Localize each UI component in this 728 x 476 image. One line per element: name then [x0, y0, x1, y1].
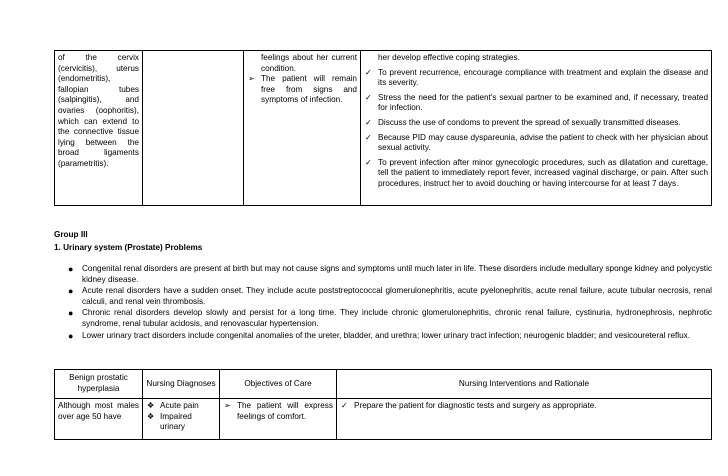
arrow-bullet-icon: ➢: [248, 74, 255, 84]
intervention-item: ✓ To prevent infection after minor gynecologic procedures, such as dilatation and curettage, tell the patient to immediately report fever, increased vaginal discharge, or pain. After such procedures, instruct her to avoid douching or having intercourse for at least 7 days.: [365, 157, 708, 188]
bullet-dot-icon: ●: [68, 308, 74, 319]
column-header: Benign prostatic hyperplasia: [55, 370, 143, 399]
intervention-item: ✓ To prevent recurrence, encourage compliance with treatment and explain the disease and its severity.: [365, 67, 708, 88]
disease-description-cell: Although most males over age 50 have: [55, 399, 143, 440]
disease-description-cell: [55, 51, 143, 206]
care-plan-table-continued: [54, 50, 712, 206]
check-icon: ✓: [365, 117, 372, 127]
interventions-cell: [361, 51, 712, 206]
interventions-cell: [337, 399, 712, 440]
disease-description-text: of the cervix (cervicitis), uterus (endometritis), fallopian tubes (salpingitis), and ovaries (oophoritis), which can extend to the connective tissue lying between the broad ligaments (parametritis).: [58, 53, 139, 168]
intervention-item: ✓ Because PID may cause dyspareunia, advise the patient to check with her physician about sexual activity.: [365, 132, 708, 153]
check-icon: ✓: [365, 132, 372, 142]
check-icon: ✓: [341, 401, 348, 410]
arrow-bullet-icon: ➢: [224, 401, 231, 410]
diamond-bullet-icon: ❖: [147, 411, 155, 421]
objective-continued-text: feelings about her current condition.: [261, 53, 357, 73]
diagnosis-item: ❖ Acute pain: [147, 401, 199, 410]
renal-disorders-list: [54, 264, 712, 342]
intervention-item: ✓ Stress the need for the patient's sexual partner to be examined and, if necessary, treated for infection.: [365, 92, 708, 113]
list-item: ● Lower urinary tract disorders include congenital anomalies of the ureter, bladder, and urethra; lower urinary tract infection; neurogenic bladder; and vesicoureteral reflux.: [68, 330, 691, 341]
nursing-diagnoses-cell: [143, 51, 244, 206]
bph-care-plan-table: [54, 369, 712, 440]
intervention-item: ✓ Prepare the patient for diagnostic tests and surgery as appropriate.: [341, 401, 597, 410]
diagnosis-item: ❖ Impaired urinary: [147, 411, 192, 432]
bullet-dot-icon: ●: [68, 264, 74, 274]
check-icon: ✓: [365, 157, 372, 167]
column-header: Nursing Diagnoses: [143, 370, 220, 399]
diamond-bullet-icon: ❖: [147, 401, 155, 410]
bullet-dot-icon: ●: [68, 330, 74, 341]
list-item: ● Congenital renal disorders are present at birth but may not cause signs and symptoms until much later in life. These disorders include medullary sponge kidney and polycystic kidney disease.: [68, 264, 712, 284]
objectives-cell: [244, 51, 361, 206]
list-item: ● Acute renal disorders have a sudden onset. They include acute poststreptococcal glomerulonephritis, acute pyelonephritis, acute renal failure, acute tubular necrosis, renal calculi, and renal vein thrombosis.: [68, 286, 712, 306]
intervention-continued-text: her develop effective coping strategies.: [378, 53, 520, 62]
check-icon: ✓: [365, 67, 372, 77]
objective-item: ➢ The patient will express feelings of comfort.: [224, 401, 333, 421]
group-title: Group III: [54, 230, 88, 239]
section-title: 1. Urinary system (Prostate) Problems: [54, 243, 203, 252]
check-icon: ✓: [365, 92, 372, 102]
column-header: Objectives of Care: [220, 370, 337, 399]
objective-item: ➢ The patient will remain free from signs and symptoms of infection.: [248, 74, 357, 105]
column-header: Nursing Interventions and Rationale: [337, 370, 712, 399]
objectives-cell: [220, 399, 337, 440]
nursing-diagnoses-cell: [143, 399, 220, 440]
list-item: ● Chronic renal disorders develop slowly and persist for a long time. They include chronic glomerulonephritis, chronic renal failure, cystinuria, hydronephrosis, nephrotic syndrome, renal tubular acidosis, and renovascular hypertension.: [68, 308, 712, 328]
intervention-item: ✓ Discuss the use of condoms to prevent the spread of sexually transmitted diseases.: [365, 117, 681, 127]
bullet-dot-icon: ●: [68, 286, 74, 297]
